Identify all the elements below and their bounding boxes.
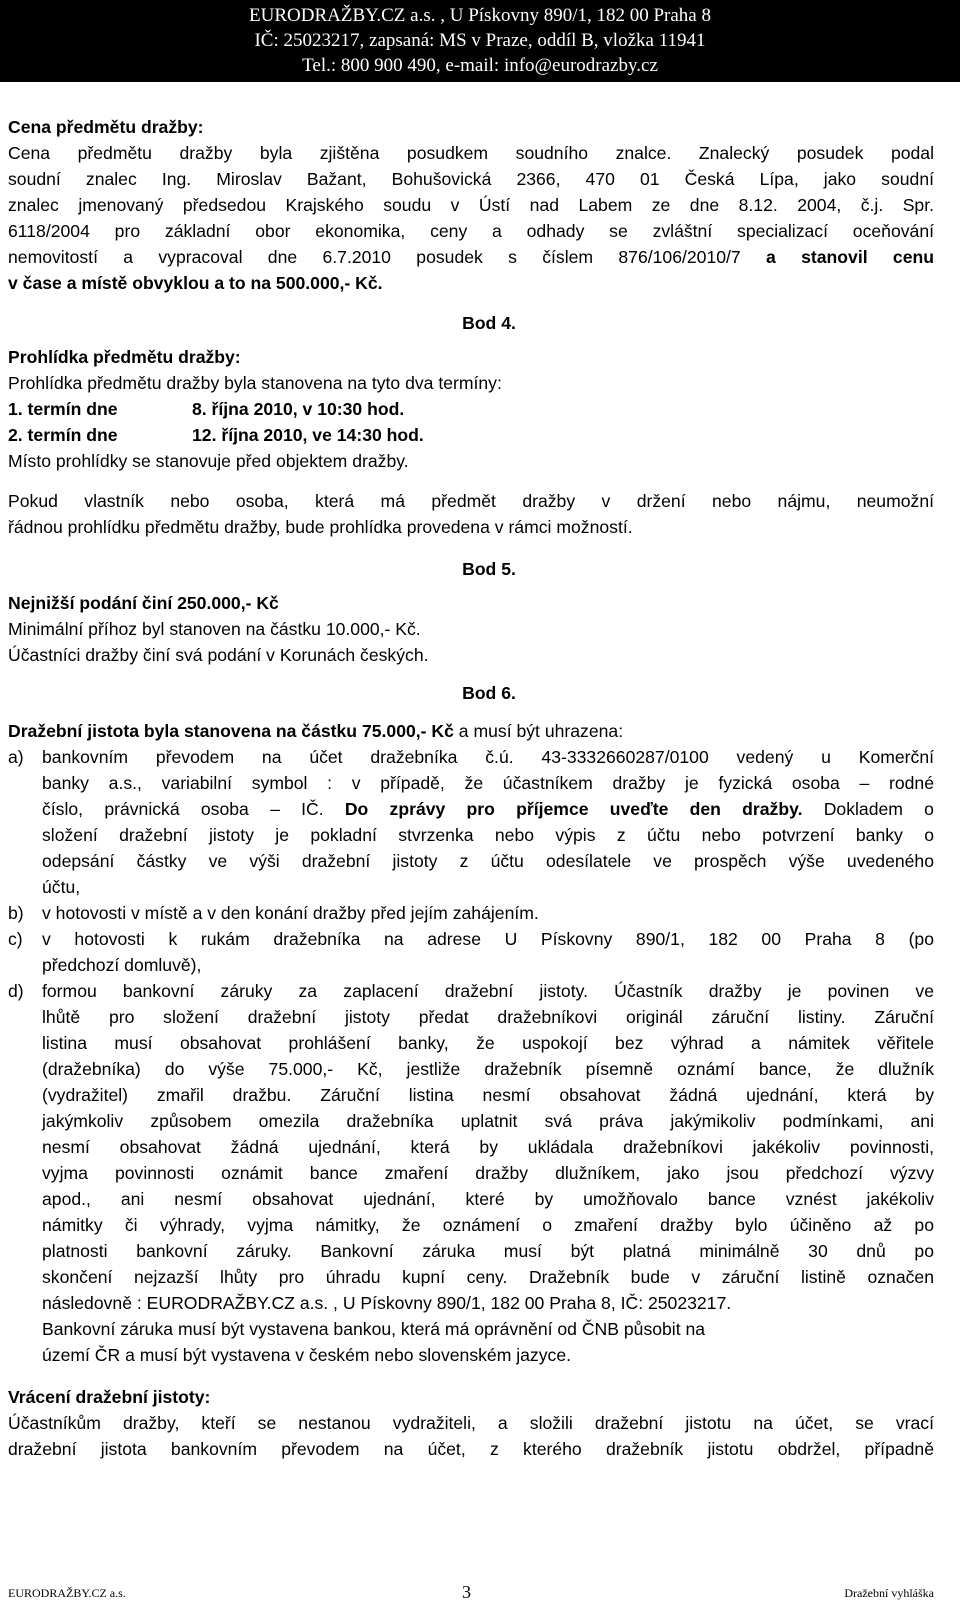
paragraph-line: vyjma povinnosti oznámit bance zmaření dražby dlužníkem, jako jsou předchozí výzvy (42, 1163, 934, 1183)
section-number-bod4: Bod 4. (462, 313, 516, 333)
document-body (8, 114, 934, 1462)
list-marker: d) (8, 981, 24, 1001)
paragraph-line: (dražebníka) do výše 75.000,- Kč, jestliže dražebník písemně oznámí bance, že dlužník (42, 1059, 934, 1079)
paragraph-line: platnosti bankovní záruky. Bankovní záruka musí být platná minimálně 30 dnů po (42, 1241, 934, 1261)
footer-document-title: Dražební vyhláška (844, 1586, 934, 1600)
footer-company: EURODRAŽBY.CZ a.s. (8, 1586, 126, 1600)
section-number-bod6: Bod 6. (462, 683, 516, 703)
list-item-c (8, 926, 934, 978)
section-number-bod5: Bod 5. (462, 559, 516, 579)
paragraph-line: bankovním převodem na účet dražebníka č.ú. 43-3332660287/0100 vedený u Komerční (42, 747, 934, 767)
paragraph-line: účtu, (42, 877, 81, 897)
page-footer (0, 1572, 960, 1609)
paragraph-line: soudní znalec Ing. Miroslav Bažant, Bohušovická 2366, 470 01 Česká Lípa, jako soudní (8, 169, 934, 189)
letterhead-registration-line: IČ: 25023217, zapsaná: MS v Praze, oddíl B, vložka 11941 (254, 30, 706, 51)
paragraph-line: banky a.s., variabilní symbol : v případě, že účastníkem dražby je fyzická osoba – rodné (42, 773, 934, 793)
paragraph-line: listina musí obsahovat prohlášení banky, že uspokojí bez výhrad a námitek věřitele (42, 1033, 934, 1053)
letterhead-contact-line: Tel.: 800 900 490, e-mail: info@eurodrazby.cz (302, 55, 658, 76)
paragraph-line: řádnou prohlídku předmětu dražby, bude prohlídka provedena v rámci možností. (8, 517, 633, 537)
paragraph-line: území ČR a musí být vystavena v českém nebo slovenském jazyce. (42, 1345, 571, 1365)
page-number: 3 (462, 1582, 471, 1602)
paragraph-line: číslo, právnická osoba – IČ. Do zprávy pro příjemce uveďte den dražby. Dokladem o (42, 799, 934, 819)
list-marker: a) (8, 747, 24, 767)
list-marker: b) (8, 903, 24, 923)
paragraph-line: znalec jmenovaný předsedou Krajského soudu v Ústí nad Labem ze dne 8.12. 2004, č.j. Spr. (8, 195, 934, 215)
paragraph-line: Bankovní záruka musí být vystavena bankou, která má oprávnění od ČNB působit na (42, 1319, 706, 1339)
paragraph-line: 6118/2004 pro základní obor ekonomika, ceny a odhady se zvláštní specializací oceňování (8, 221, 934, 241)
paragraph-line: apod., ani nesmí obsahovat ujednání, které by umožňovalo bance vznést jakékoliv (42, 1189, 934, 1209)
paragraph-line-price: v čase a místě obvyklou a to na 500.000,- Kč. (8, 273, 383, 293)
paragraph-line: námitky či výhrady, vyjma námitky, že oznámení o zmaření dražby bylo účiněno až po (42, 1215, 934, 1235)
paragraph-line: následovně : EURODRAŽBY.CZ a.s. , U Pískovny 890/1, 182 00 Praha 8, IČ: 25023217. (42, 1293, 732, 1313)
paragraph-line: formou bankovní záruky za zaplacení dražební jistoty. Účastník dražby je povinen ve (42, 981, 934, 1001)
inspection-date-1: 1. termín dne 8. října 2010, v 10:30 hod. (8, 399, 405, 419)
paragraph-line: Minimální příhoz byl stanoven na částku 10.000,- Kč. (8, 619, 421, 639)
letterhead-company-line: EURODRAŽBY.CZ a.s. , U Pískovny 890/1, 182 00 Praha 8 (249, 5, 711, 26)
minimum-bid: Nejnižší podání činí 250.000,- Kč (8, 593, 279, 613)
paragraph-line: Cena předmětu dražby byla zjištěna posudkem soudního znalce. Znalecký posudek podal (8, 143, 934, 163)
paragraph-line: v hotovosti v místě a v den konání dražby před jejím zahájením. (42, 903, 539, 923)
paragraph-line: Prohlídka předmětu dražby byla stanovena na tyto dva termíny: (8, 373, 502, 393)
section-heading-prohlidka: Prohlídka předmětu dražby: (8, 347, 241, 367)
paragraph-line: složení dražební jistoty je pokladní stvrzenka nebo výpis z účtu nebo potvrzení banky o (42, 825, 934, 845)
list-item-b (8, 900, 934, 926)
deposit-heading: Dražební jistota byla stanovena na částku 75.000,- Kč a musí být uhrazena: (8, 721, 624, 741)
list-item-a (8, 744, 934, 900)
paragraph-line: Místo prohlídky se stanovuje před objektem dražby. (8, 451, 409, 471)
list-item-d (8, 978, 934, 1368)
paragraph-line: nemovitostí a vypracoval dne 6.7.2010 posudek s číslem 876/106/2010/7 a stanovil cenu (8, 247, 934, 267)
section-heading-vraceni: Vrácení dražební jistoty: (8, 1387, 211, 1407)
paragraph-line: jakýmkoliv způsobem omezila dražebníka uplatnit svá práva jakýmikoliv podmínkami, ani (42, 1111, 934, 1131)
paragraph-line: dražební jistota bankovním převodem na účet, z kterého dražebník jistotu obdržel, případně (8, 1439, 934, 1459)
inspection-date-2: 2. termín dne 12. října 2010, ve 14:30 hod. (8, 425, 424, 445)
paragraph-line: Účastníci dražby činí svá podání v Korunách českých. (8, 645, 429, 665)
paragraph-line: v hotovosti k rukám dražebníka na adrese U Pískovny 890/1, 182 00 Praha 8 (po (42, 929, 934, 949)
paragraph-line: skončení nejzazší lhůty pro úhradu kupní ceny. Dražebník bude v záruční listině označen (42, 1267, 934, 1287)
letterhead (0, 0, 960, 82)
paragraph-line: nesmí obsahovat žádná ujednání, která by ukládala dražebníkovi jakékoliv povinnosti, (42, 1137, 934, 1157)
paragraph-line: lhůtě pro složení dražební jistoty předat dražebníkovi originál záruční listiny. Záruční (42, 1007, 934, 1027)
paragraph-line: (vydražitel) zmařil dražbu. Záruční listina nesmí obsahovat žádná ujednání, která by (42, 1085, 934, 1105)
section-heading-cena: Cena předmětu dražby: (8, 117, 204, 137)
paragraph-line: Účastníkům dražby, kteří se nestanou vydražiteli, a složili dražební jistotu na účet, se vrací (8, 1413, 934, 1433)
paragraph-line: Pokud vlastník nebo osoba, která má předmět dražby v držení nebo nájmu, neumožní (8, 491, 934, 511)
paragraph-line: odepsání částky ve výši dražební jistoty z účtu odesílatele ve prospěch výše uvedeného (42, 851, 934, 871)
list-marker: c) (8, 929, 23, 949)
paragraph-line: předchozí domluvě), (42, 955, 202, 975)
